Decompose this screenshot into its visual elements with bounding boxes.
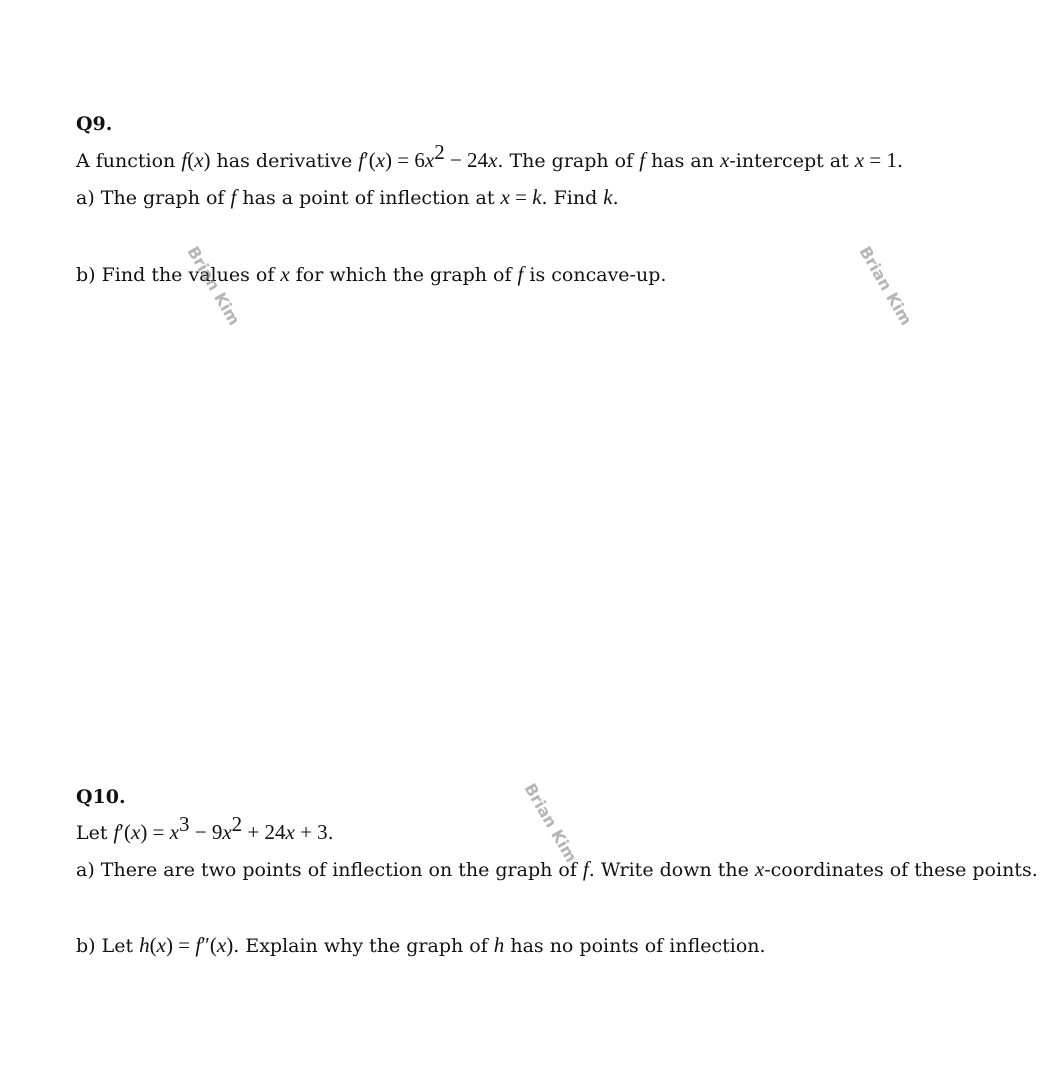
q9-part-a: a) The graph of f has a point of inflection at x = k. Find k. [76,185,619,209]
q10-number: Q10. [76,786,126,808]
q10-part-b: b) Let h(x) = f″(x). Explain why the graph of h has no points of inflection. [76,933,766,957]
q10-part-a: a) There are two points of inflection on the graph of f. Write down the x-coordinates of these points. [76,857,1038,881]
watermark-1: Brian Kim [183,243,244,329]
q9-statement: A function f(x) has derivative $f'(x) = 6x^2 - 24x$. The graph of f has an x-intercept at x = 1. [76,140,903,172]
q9-number: Q9. [76,113,113,135]
q9-part-b: b) Find the values of x for which the graph of f is concave-up. [76,262,667,286]
watermark-2: Brian Kim [855,243,916,329]
watermark-3: Brian Kim [520,780,581,866]
q10-statement: Let $f'(x) = x^3 - 9x^2 + 24x + 3$. [76,812,334,844]
